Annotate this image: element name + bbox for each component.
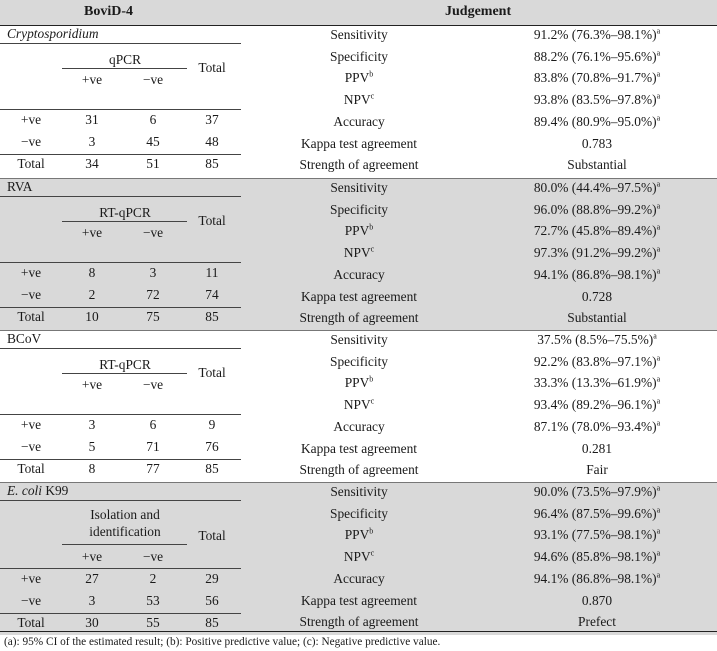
cell-negative: 71 xyxy=(146,439,160,454)
cell-total: 56 xyxy=(205,593,219,608)
row-label: −ve xyxy=(20,439,42,454)
metric-name xyxy=(345,375,374,391)
pathogen-italic: E. coli xyxy=(7,483,42,498)
cell-negative: 51 xyxy=(146,156,160,171)
ci-footnote-mark: a xyxy=(656,570,661,580)
cell-positive: 10 xyxy=(85,309,99,324)
rows-top-rule xyxy=(0,568,241,569)
total-rule xyxy=(0,613,241,614)
metric-name-text: NPV xyxy=(343,245,371,261)
metric-value-text: 97.3% (91.2%–99.2%) xyxy=(533,245,657,261)
ci-footnote-mark: a xyxy=(656,26,661,36)
metric-footnote-mark: b xyxy=(369,69,374,79)
metric-name xyxy=(333,114,384,130)
row-label: +ve xyxy=(20,571,42,586)
metric-footnote-mark: c xyxy=(370,396,375,406)
ci-footnote-mark: a xyxy=(653,331,657,341)
cell-negative: 72 xyxy=(146,287,160,302)
cell-negative: 77 xyxy=(146,461,160,476)
metric-value-text: 90.0% (73.5%–97.9%) xyxy=(533,484,657,499)
metric-value xyxy=(586,462,608,478)
metric-footnote-mark: b xyxy=(369,526,374,536)
metric-value xyxy=(582,136,612,152)
metric-value-text: 96.4% (87.5%–99.6%) xyxy=(533,505,657,521)
metric-name-text: Strength of agreement xyxy=(299,157,419,173)
metric-value-text: 0.783 xyxy=(581,135,613,151)
metric-footnote-mark: c xyxy=(370,244,375,254)
pathogen-rest: BCoV xyxy=(7,331,42,346)
metric-value-text: 0.728 xyxy=(581,288,613,304)
metric-name-text: Sensitivity xyxy=(330,484,388,499)
cell-positive: 3 xyxy=(88,417,96,432)
table-header-row xyxy=(0,0,717,26)
pathogen-underline xyxy=(0,196,241,197)
ci-footnote-mark: a xyxy=(656,69,661,79)
metric-value xyxy=(534,571,660,587)
col-negative: −ve xyxy=(142,72,164,87)
cell-positive: 3 xyxy=(88,134,96,149)
cell-total: 85 xyxy=(205,461,219,476)
metric-value xyxy=(567,310,627,326)
pathogen-underline xyxy=(0,43,241,44)
cell-positive: 2 xyxy=(88,287,96,302)
metric-value-text: 93.1% (77.5%–98.1%) xyxy=(533,527,657,543)
ci-footnote-mark: a xyxy=(656,266,661,276)
metric-value-text: 87.1% (78.0%–93.4%) xyxy=(533,418,657,434)
cell-positive: 31 xyxy=(85,112,99,127)
metric-name-text: PPV xyxy=(344,375,370,391)
metric-value xyxy=(582,289,612,305)
rows-top-rule xyxy=(0,109,241,110)
cell-negative: 3 xyxy=(149,265,157,280)
metric-value xyxy=(567,157,627,173)
metric-name-text: Sensitivity xyxy=(330,332,388,347)
metric-value xyxy=(534,114,660,130)
metric-footnote-mark: c xyxy=(370,91,375,101)
reference-method: identification xyxy=(89,524,161,539)
col-positive: +ve xyxy=(81,225,103,240)
row-label: +ve xyxy=(20,265,42,280)
metric-footnote-mark: b xyxy=(369,222,374,232)
metric-name xyxy=(344,245,374,261)
row-label: Total xyxy=(17,156,45,171)
section-3 xyxy=(0,482,717,635)
rows-top-rule xyxy=(0,414,241,415)
pathogen-rest: K99 xyxy=(41,483,69,498)
cell-negative: 45 xyxy=(146,134,160,149)
metric-value xyxy=(534,484,660,500)
metric-name xyxy=(300,462,419,478)
metric-name xyxy=(345,223,374,239)
metric-value xyxy=(534,419,660,435)
metric-value-text: 91.2% (76.3%–98.1%) xyxy=(533,27,657,42)
pathogen-label xyxy=(7,26,99,42)
cell-negative: 53 xyxy=(146,593,160,608)
metric-value xyxy=(534,354,660,370)
reference-method: RT-qPCR xyxy=(99,357,151,372)
cell-negative: 6 xyxy=(149,417,157,432)
cell-positive: 27 xyxy=(85,571,99,586)
row-label: Total xyxy=(17,309,45,324)
metric-value-text: 0.281 xyxy=(581,440,613,456)
row-label: Total xyxy=(17,615,45,630)
metric-value xyxy=(534,375,660,391)
cell-total: 85 xyxy=(205,615,219,630)
ci-footnote-mark: a xyxy=(656,353,661,363)
ci-footnote-mark: a xyxy=(656,179,661,189)
reference-underline xyxy=(62,68,187,69)
metric-name-text: NPV xyxy=(343,549,371,565)
row-label: −ve xyxy=(20,593,42,608)
cell-positive: 8 xyxy=(88,461,96,476)
metric-value xyxy=(534,245,660,261)
row-label: +ve xyxy=(20,112,42,127)
reference-underline xyxy=(62,544,187,545)
metric-value xyxy=(582,441,612,457)
col-positive: +ve xyxy=(81,549,103,564)
metric-value xyxy=(534,27,660,43)
metric-value xyxy=(534,202,660,218)
ci-footnote-mark: a xyxy=(656,113,661,123)
cell-positive: 34 xyxy=(85,156,99,171)
cell-negative: 55 xyxy=(146,615,160,630)
table-bottom-rule xyxy=(0,631,717,632)
metric-value xyxy=(534,180,660,196)
cell-negative: 75 xyxy=(146,309,160,324)
metric-name xyxy=(330,506,388,522)
metric-name-text: Specificity xyxy=(329,48,389,64)
metric-name-text: Sensitivity xyxy=(330,180,388,195)
section-0 xyxy=(0,26,717,178)
metric-name-text: NPV xyxy=(343,397,371,413)
metric-name-text: Kappa test agreement xyxy=(301,288,417,304)
total-rule xyxy=(0,459,241,460)
metric-value-text: 83.8% (70.8%–91.7%) xyxy=(533,70,657,86)
metric-name-text: Sensitivity xyxy=(330,27,388,42)
reference-method: qPCR xyxy=(108,52,142,67)
metric-name-text: Kappa test agreement xyxy=(301,135,417,151)
col-negative: −ve xyxy=(142,549,164,564)
row-label: −ve xyxy=(20,287,42,302)
metric-name xyxy=(300,310,419,326)
metric-value-text: 37.5% (8.5%–75.5%) xyxy=(537,332,654,347)
cell-positive: 30 xyxy=(85,615,99,630)
metric-footnote-mark: c xyxy=(370,548,375,558)
metric-name xyxy=(300,157,419,173)
metric-name xyxy=(330,354,388,370)
total-rule xyxy=(0,307,241,308)
metric-value xyxy=(534,506,660,522)
metric-value-text: 96.0% (88.8%–99.2%) xyxy=(533,201,657,217)
cell-total: 48 xyxy=(205,134,219,149)
cell-total: 11 xyxy=(205,265,219,280)
metric-value xyxy=(537,332,657,348)
row-label: −ve xyxy=(20,134,42,149)
col-positive: +ve xyxy=(81,72,103,87)
header-judgement: Judgement xyxy=(445,4,512,19)
metric-name xyxy=(344,549,374,565)
metric-value xyxy=(534,92,660,108)
metric-value-text: 93.8% (83.5%–97.8%) xyxy=(533,92,657,108)
metric-name xyxy=(330,202,388,218)
metric-value-text: 80.0% (44.4%–97.5%) xyxy=(533,180,657,195)
metric-name xyxy=(333,419,384,435)
metric-name-text: Accuracy xyxy=(333,570,385,586)
section-1 xyxy=(0,178,717,331)
metric-value xyxy=(534,223,660,239)
reference-method: RT-qPCR xyxy=(99,205,151,220)
metric-name-text: Kappa test agreement xyxy=(301,592,417,608)
metric-value-text: 72.7% (45.8%–89.4%) xyxy=(533,223,657,239)
ci-footnote-mark: a xyxy=(656,374,661,384)
pathogen-label xyxy=(7,331,41,347)
metric-value-text: Substantial xyxy=(567,310,627,326)
metric-value xyxy=(534,267,660,283)
metric-name xyxy=(330,27,387,43)
metric-name xyxy=(330,332,387,348)
cell-total: 76 xyxy=(205,439,219,454)
metric-value-text: 93.4% (89.2%–96.1%) xyxy=(533,397,657,413)
metric-name-text: Strength of agreement xyxy=(299,614,419,630)
ci-footnote-mark: a xyxy=(656,48,661,58)
cell-positive: 8 xyxy=(88,265,96,280)
cell-negative: 6 xyxy=(149,112,157,127)
metric-name-text: Strength of agreement xyxy=(299,462,419,478)
cell-total: 85 xyxy=(205,156,219,171)
metric-value-text: 33.3% (13.3%–61.9%) xyxy=(533,375,657,391)
metric-name xyxy=(330,180,387,196)
cell-total: 85 xyxy=(205,309,219,324)
metric-value-text: 89.4% (80.9%–95.0%) xyxy=(533,113,657,129)
metric-value xyxy=(534,70,660,86)
row-label: Total xyxy=(17,461,45,476)
ci-footnote-mark: a xyxy=(656,505,661,515)
metric-name xyxy=(345,70,374,86)
cell-total: 29 xyxy=(205,571,219,586)
cell-positive: 5 xyxy=(88,439,96,454)
col-positive: +ve xyxy=(81,377,103,392)
rows-top-rule xyxy=(0,262,241,263)
cell-total: 74 xyxy=(205,287,219,302)
metric-value-text: Substantial xyxy=(567,157,627,173)
metric-value xyxy=(534,397,660,413)
cell-total: 37 xyxy=(205,112,219,127)
metric-value xyxy=(582,593,612,609)
metric-value-text: 94.6% (85.8%–98.1%) xyxy=(533,549,657,565)
ci-footnote-mark: a xyxy=(656,526,661,536)
metric-value xyxy=(534,49,660,65)
col-negative: −ve xyxy=(142,377,164,392)
ci-footnote-mark: a xyxy=(656,483,661,493)
metric-name-text: PPV xyxy=(344,70,370,86)
row-label: +ve xyxy=(20,417,42,432)
reference-underline xyxy=(62,221,187,222)
ci-footnote-mark: a xyxy=(656,201,661,211)
pathogen-underline xyxy=(0,500,241,501)
reference-underline xyxy=(62,373,187,374)
metric-value-text: 0.870 xyxy=(581,592,613,608)
metric-name xyxy=(301,136,417,152)
pathogen-label xyxy=(7,179,32,195)
total-col-header: Total xyxy=(198,365,226,380)
metric-name-text: Specificity xyxy=(329,505,389,521)
metric-name xyxy=(330,49,388,65)
total-col-header: Total xyxy=(198,528,226,543)
reference-method: Isolation and xyxy=(90,507,160,522)
ci-footnote-mark: a xyxy=(656,222,661,232)
metric-name xyxy=(301,441,417,457)
metric-value-text: 88.2% (76.1%–95.6%) xyxy=(533,48,657,64)
section-2 xyxy=(0,330,717,483)
metric-value-text: Fair xyxy=(586,462,608,478)
pathogen-rest: RVA xyxy=(7,179,33,194)
total-col-header: Total xyxy=(198,213,226,228)
ci-footnote-mark: a xyxy=(656,548,661,558)
metric-name xyxy=(344,92,374,108)
metric-value xyxy=(534,527,660,543)
metric-footnote-mark: b xyxy=(369,374,374,384)
ci-footnote-mark: a xyxy=(656,91,661,101)
metric-name-text: Accuracy xyxy=(333,266,385,282)
ci-footnote-mark: a xyxy=(656,396,661,406)
metric-value-text: 94.1% (86.8%–98.1%) xyxy=(533,570,657,586)
metric-name-text: Accuracy xyxy=(333,418,385,434)
metric-value-text: Prefect xyxy=(578,614,616,630)
metric-value xyxy=(578,614,616,630)
header-bovid4: BoviD-4 xyxy=(84,4,133,19)
metric-name xyxy=(344,397,374,413)
metric-name xyxy=(333,571,384,587)
total-rule xyxy=(0,154,241,155)
metric-name-text: Accuracy xyxy=(333,113,385,129)
metric-name-text: Kappa test agreement xyxy=(301,440,417,456)
metric-value xyxy=(534,549,660,565)
metric-value-text: 94.1% (86.8%–98.1%) xyxy=(533,266,657,282)
col-negative: −ve xyxy=(142,225,164,240)
pathogen-label xyxy=(7,483,68,499)
cell-negative: 2 xyxy=(149,571,157,586)
metric-name-text: Strength of agreement xyxy=(299,310,419,326)
ci-footnote-mark: a xyxy=(656,418,661,428)
metric-name xyxy=(330,484,387,500)
pathogen-italic: Cryptosporidium xyxy=(7,26,99,41)
metric-name xyxy=(301,593,417,609)
metric-name-text: Specificity xyxy=(329,201,389,217)
metric-name xyxy=(300,614,419,630)
metric-name-text: PPV xyxy=(344,527,370,543)
metric-value-text: 92.2% (83.8%–97.1%) xyxy=(533,353,657,369)
cell-positive: 3 xyxy=(88,593,96,608)
total-col-header: Total xyxy=(198,60,226,75)
metric-name xyxy=(333,267,384,283)
metric-name-text: Specificity xyxy=(329,353,389,369)
pathogen-underline xyxy=(0,348,241,349)
ci-footnote-mark: a xyxy=(656,244,661,254)
metric-name xyxy=(345,527,374,543)
metric-name xyxy=(301,289,417,305)
footnote: (a): 95% CI of the estimated result; (b): Positive predictive value; (c): Negative predictive value. xyxy=(4,636,441,648)
cell-total: 9 xyxy=(208,417,216,432)
metric-name-text: PPV xyxy=(344,223,370,239)
metric-name-text: NPV xyxy=(343,92,371,108)
